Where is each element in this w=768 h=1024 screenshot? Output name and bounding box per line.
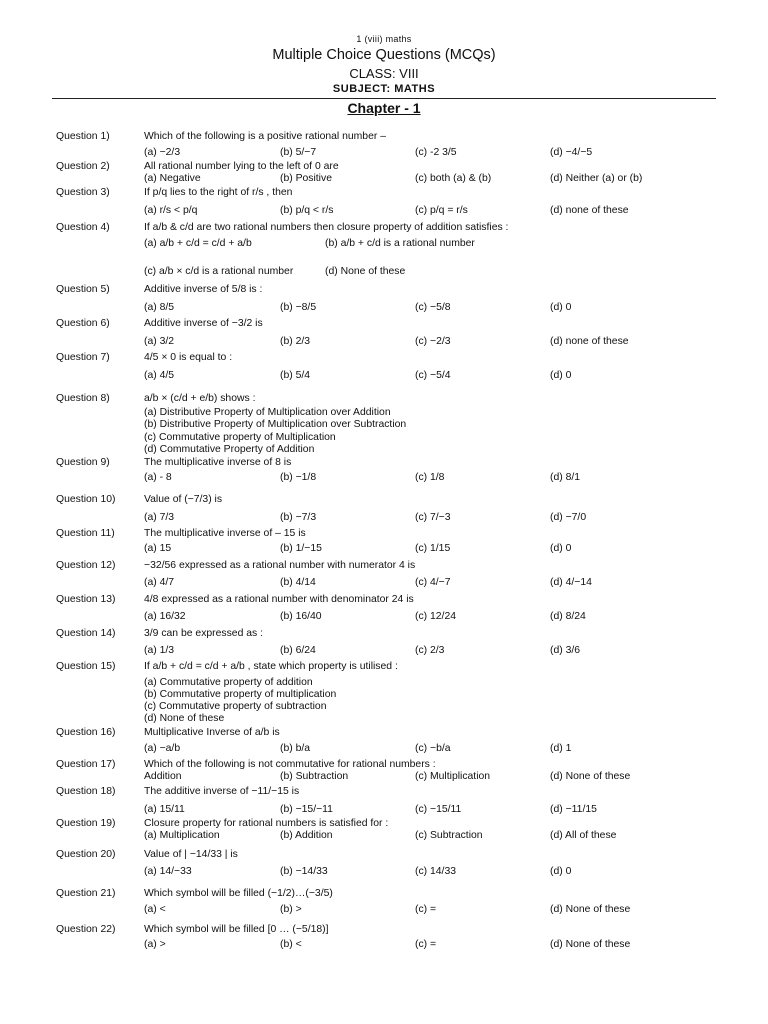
question-label: Question 8) [56, 393, 110, 404]
question-label: Question 13) [56, 594, 116, 605]
question-text: Additive inverse of 5/8 is : [144, 284, 263, 295]
option-d: (d) none of these [550, 205, 629, 216]
option-d: (d) All of these [550, 830, 617, 841]
question-label: Question 2) [56, 161, 110, 172]
question-label: Question 14) [56, 628, 116, 639]
option-b: (b) 5/4 [280, 370, 311, 381]
option-b: (b) 1/−15 [280, 543, 322, 554]
question-text: Value of | −14/33 | is [144, 849, 238, 860]
option-a: (a) −a/b [144, 743, 181, 754]
option-c: (c) −5/4 [415, 370, 451, 381]
question-text: 4/8 expressed as a rational number with denominator 24 is [144, 594, 414, 605]
option-a: (a) 14/−33 [144, 866, 192, 877]
question-label: Question 17) [56, 759, 116, 770]
question-text: Which of the following is a positive rational number – [144, 131, 386, 142]
option-a: (a) a/b + c/d = c/d + a/b [144, 238, 252, 249]
option-d: (d) 1 [550, 743, 572, 754]
option-b: (b) 2/3 [280, 336, 311, 347]
option-b: (b) Distributive Property of Multiplication over Subtraction [144, 419, 407, 430]
question-text: The multiplicative inverse of – 15 is [144, 528, 306, 539]
option-c: (c) 4/−7 [415, 577, 451, 588]
option-b: (b) b/a [280, 743, 311, 754]
option-d: (d) −7/0 [550, 512, 587, 523]
option-b: (b) −1/8 [280, 472, 317, 483]
question-label: Question 10) [56, 494, 116, 505]
question-text: If a/b & c/d are two rational numbers then closure property of addition satisfies : [144, 222, 509, 233]
page-title: Multiple Choice Questions (MCQs) [272, 47, 496, 63]
option-c: (c) 14/33 [415, 866, 457, 877]
option-a: (a) 8/5 [144, 302, 175, 313]
option-c: (c) −2/3 [415, 336, 451, 347]
question-text: All rational number lying to the left of 0 are [144, 161, 339, 172]
question-text: If p/q lies to the right of r/s , then [144, 187, 293, 198]
option-c: (c) a/b × c/d is a rational number [144, 266, 294, 277]
option-a: (a) 3/2 [144, 336, 175, 347]
option-d: (d) −4/−5 [550, 147, 593, 158]
chapter-heading: Chapter - 1 [347, 100, 421, 116]
option-a: (a) > [144, 939, 166, 950]
question-label: Question 4) [56, 222, 110, 233]
option-b: (b) < [280, 939, 302, 950]
option-b: (b) > [280, 904, 302, 915]
option-b: (b) a/b + c/d is a rational number [325, 238, 475, 249]
option-c: (c) p/q = r/s [415, 205, 468, 216]
option-a: (a) - 8 [144, 472, 172, 483]
option-c: (c) Multiplication [415, 771, 491, 782]
question-label: Question 9) [56, 457, 110, 468]
question-label: Question 1) [56, 131, 110, 142]
option-c: (c) -2 3/5 [415, 147, 457, 158]
question-text: Which symbol will be filled [0 … (−5/18)] [144, 924, 329, 935]
option-c: (c) 1/15 [415, 543, 451, 554]
option-d: (d) Neither (a) or (b) [550, 173, 643, 184]
option-b: (b) −8/5 [280, 302, 317, 313]
option-c: (c) both (a) & (b) [415, 173, 492, 184]
option-b: (b) Subtraction [280, 771, 349, 782]
option-c: (c) −b/a [415, 743, 451, 754]
question-text: 4/5 × 0 is equal to : [144, 352, 233, 363]
option-d: (d) 3/6 [550, 645, 581, 656]
question-label: Question 18) [56, 786, 116, 797]
option-d: (d) None of these [325, 266, 406, 277]
option-a: (a) 15/11 [144, 804, 185, 815]
question-label: Question 21) [56, 888, 116, 899]
option-c: (c) = [415, 904, 437, 915]
option-a: (a) 7/3 [144, 512, 175, 523]
option-c: (c) Subtraction [415, 830, 483, 841]
question-text: Additive inverse of −3/2 is [144, 318, 263, 329]
question-text: The multiplicative inverse of 8 is [144, 457, 292, 468]
option-d: (d) None of these [550, 771, 631, 782]
question-label: Question 11) [56, 528, 115, 539]
option-b: (b) 16/40 [280, 611, 322, 622]
question-text: Closure property for rational numbers is satisfied for : [144, 818, 389, 829]
option-c: (c) 7/−3 [415, 512, 451, 523]
option-d: (d) 8/24 [550, 611, 586, 622]
question-text: a/b × (c/d + e/b) shows : [144, 393, 256, 404]
option-c: (c) 12/24 [415, 611, 457, 622]
question-text: Value of (−7/3) is [144, 494, 223, 505]
option-c: (c) 2/3 [415, 645, 445, 656]
option-d: (d) None of these [550, 939, 631, 950]
option-b: (b) Commutative property of multiplication [144, 689, 337, 700]
option-b: (b) Positive [280, 173, 332, 184]
option-a: (a) < [144, 904, 166, 915]
question-text: The additive inverse of −11/−15 is [144, 786, 300, 797]
option-c: (c) −5/8 [415, 302, 451, 313]
option-b: (b) Addition [280, 830, 333, 841]
option-a: (a) 4/7 [144, 577, 175, 588]
top-note: 1 (viii) maths [356, 34, 412, 44]
option-b: (b) −7/3 [280, 512, 317, 523]
question-label: Question 6) [56, 318, 110, 329]
option-a: Addition [144, 771, 182, 782]
option-a: (a) Commutative property of addition [144, 677, 313, 688]
option-d: (d) 8/1 [550, 472, 581, 483]
question-text: 3/9 can be expressed as : [144, 628, 263, 639]
option-d: (d) −11/15 [550, 804, 597, 815]
question-label: Question 16) [56, 727, 116, 738]
option-d: (d) none of these [550, 336, 629, 347]
option-c: (c) −15/11 [415, 804, 462, 815]
header-divider [52, 98, 716, 99]
option-d: (d) 0 [550, 302, 572, 313]
option-a: (a) 15 [144, 543, 172, 554]
question-text: −32/56 expressed as a rational number with numerator 4 is [144, 560, 416, 571]
option-a: (a) Multiplication [144, 830, 220, 841]
subject-heading: SUBJECT: MATHS [332, 83, 436, 95]
question-text: Which symbol will be filled (−1/2)…(−3/5) [144, 888, 333, 899]
option-c: (c) 1/8 [415, 472, 445, 483]
option-a: (a) 4/5 [144, 370, 175, 381]
option-a: (a) 1/3 [144, 645, 175, 656]
question-label: Question 19) [56, 818, 116, 829]
question-text: If a/b + c/d = c/d + a/b , state which property is utilised : [144, 661, 398, 672]
option-b: (b) −14/33 [280, 866, 328, 877]
option-b: (b) 4/14 [280, 577, 316, 588]
class-heading: CLASS: VIII [349, 66, 419, 81]
option-d: (d) 0 [550, 543, 572, 554]
option-c: (c) Commutative property of subtraction [144, 701, 327, 712]
question-label: Question 12) [56, 560, 116, 571]
option-d: (d) 0 [550, 866, 572, 877]
option-c: (c) = [415, 939, 437, 950]
option-d: (d) None of these [550, 904, 631, 915]
option-a: (a) 16/32 [144, 611, 186, 622]
option-d: (d) Commutative Property of Addition [144, 444, 315, 455]
option-a: (a) r/s < p/q [144, 205, 198, 216]
option-a: (a) Negative [144, 173, 201, 184]
question-label: Question 7) [56, 352, 110, 363]
option-d: (d) None of these [144, 713, 225, 724]
option-b: (b) 5/−7 [280, 147, 317, 158]
option-d: (d) 0 [550, 370, 572, 381]
option-c: (c) Commutative property of Multiplication [144, 432, 336, 443]
option-b: (b) −15/−11 [280, 804, 333, 815]
question-label: Question 3) [56, 187, 110, 198]
question-label: Question 5) [56, 284, 110, 295]
option-a: (a) Distributive Property of Multiplication over Addition [144, 407, 391, 418]
question-label: Question 22) [56, 924, 116, 935]
question-label: Question 20) [56, 849, 116, 860]
option-b: (b) p/q < r/s [280, 205, 334, 216]
question-text: Multiplicative Inverse of a/b is [144, 727, 280, 738]
question-text: Which of the following is not commutative for rational numbers : [144, 759, 436, 770]
option-a: (a) −2/3 [144, 147, 181, 158]
option-d: (d) 4/−14 [550, 577, 592, 588]
option-b: (b) 6/24 [280, 645, 316, 656]
question-label: Question 15) [56, 661, 116, 672]
